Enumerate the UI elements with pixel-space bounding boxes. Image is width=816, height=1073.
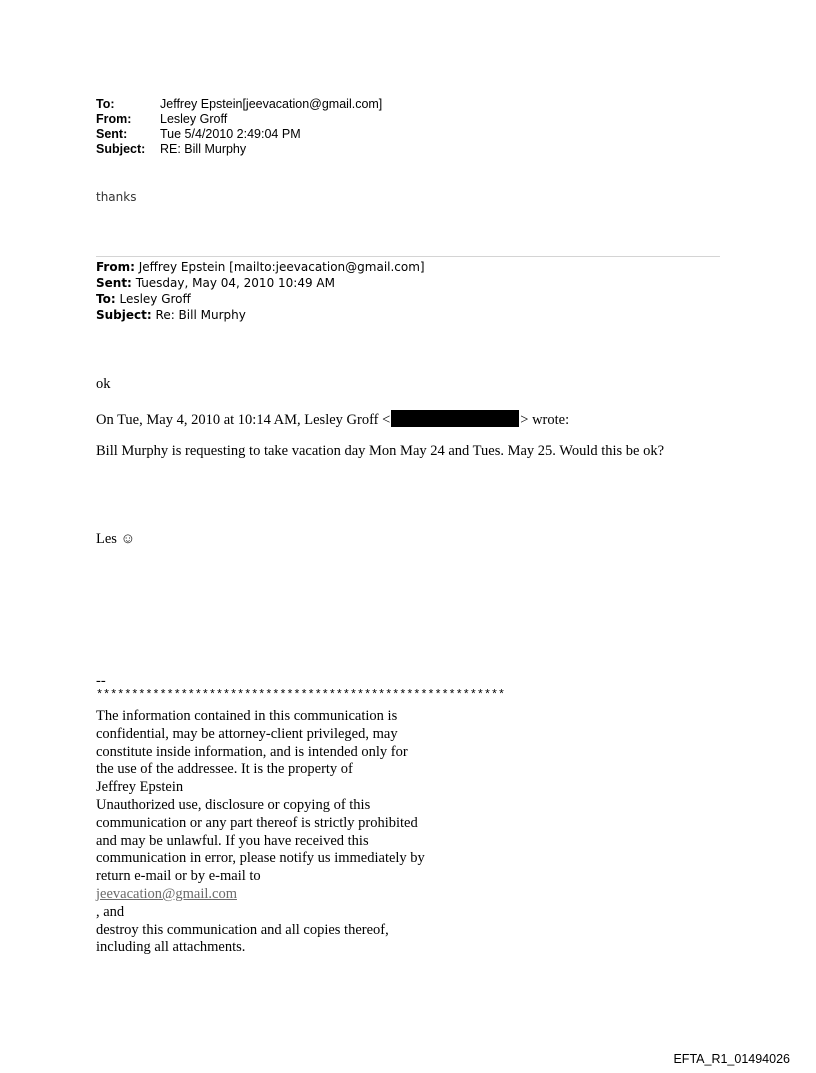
header-sent-row [96, 127, 382, 142]
quote-attribution [96, 410, 569, 429]
to-label: To: [96, 97, 115, 111]
signoff: Les ☺ [96, 531, 136, 547]
subject-label: Subject: [96, 142, 146, 156]
orig-sent-label: Sent: [96, 276, 132, 290]
disclaimer-line: confidential, may be attorney-client privileged, may [96, 725, 398, 742]
header-subject-row [96, 142, 382, 157]
original-message-header [96, 259, 425, 323]
sent-label: Sent: [96, 127, 128, 141]
orig-to-row [96, 291, 425, 307]
disclaimer-line: Jeffrey Epstein [96, 779, 184, 796]
subject-value: RE: Bill Murphy [160, 142, 247, 156]
email-header [96, 97, 382, 157]
orig-from-row [96, 259, 425, 275]
orig-sent-value: Tuesday, May 04, 2010 10:49 AM [135, 276, 335, 290]
document-id: EFTA_R1_01494026 [673, 1052, 790, 1066]
orig-to-value: Lesley Groff [119, 292, 191, 306]
attribution-wrote: > wrote: [520, 412, 570, 428]
disclaimer-line: The information contained in this communication is [96, 708, 398, 724]
disclaimer-line: including all attachments. [96, 939, 246, 956]
orig-to-label: To: [96, 292, 116, 306]
disclaimer [96, 708, 516, 957]
orig-from-value: Jeffrey Epstein [mailto:jeevacation@gmail.com] [138, 260, 425, 274]
orig-subject-value: Re: Bill Murphy [155, 308, 246, 322]
to-value: Jeffrey Epstein[jeevacation@gmail.com] [160, 97, 383, 111]
from-value: Lesley Groff [160, 112, 228, 126]
orig-subject-row [96, 307, 425, 323]
signature-dash: -- [96, 673, 106, 689]
disclaimer-line: the use of the addressee. It is the property of [96, 761, 353, 778]
disclaimer-line: constitute inside information, and is intended only for [96, 743, 408, 760]
from-label: From: [96, 112, 132, 126]
quote-divider [96, 256, 720, 257]
email-link[interactable]: jeevacation@gmail.com [96, 885, 237, 902]
attribution-text: On Tue, May 4, 2010 at 10:14 AM, Lesley Groff < [96, 412, 391, 428]
header-to-row [96, 97, 382, 112]
message-ok: ok [96, 376, 111, 392]
disclaimer-line: communication in error, please notify us immediately by [96, 850, 425, 867]
sent-value: Tue 5/4/2010 2:49:04 PM [160, 127, 301, 141]
orig-sent-row [96, 275, 425, 291]
disclaimer-line: and may be unlawful. If you have received this [96, 832, 369, 849]
disclaimer-line: Unauthorized use, disclosure or copying of this [96, 796, 371, 813]
orig-from-label: From: [96, 260, 135, 274]
header-from-row [96, 112, 382, 127]
signature-stars: ********************************************************** [96, 688, 505, 702]
disclaimer-return-line [96, 868, 516, 921]
reply-body: thanks [96, 190, 137, 204]
request-text: Bill Murphy is requesting to take vacation day Mon May 24 and Tues. May 25. Would this be ok? [96, 443, 665, 459]
redaction-block [391, 410, 519, 427]
orig-subject-label: Subject: [96, 308, 152, 322]
disclaimer-line: destroy this communication and all copies thereof, [96, 921, 389, 938]
disclaimer-line: communication or any part thereof is strictly prohibited [96, 814, 418, 831]
return-text: return e-mail or by e-mail to [96, 868, 261, 885]
return-after: , and [96, 903, 125, 920]
